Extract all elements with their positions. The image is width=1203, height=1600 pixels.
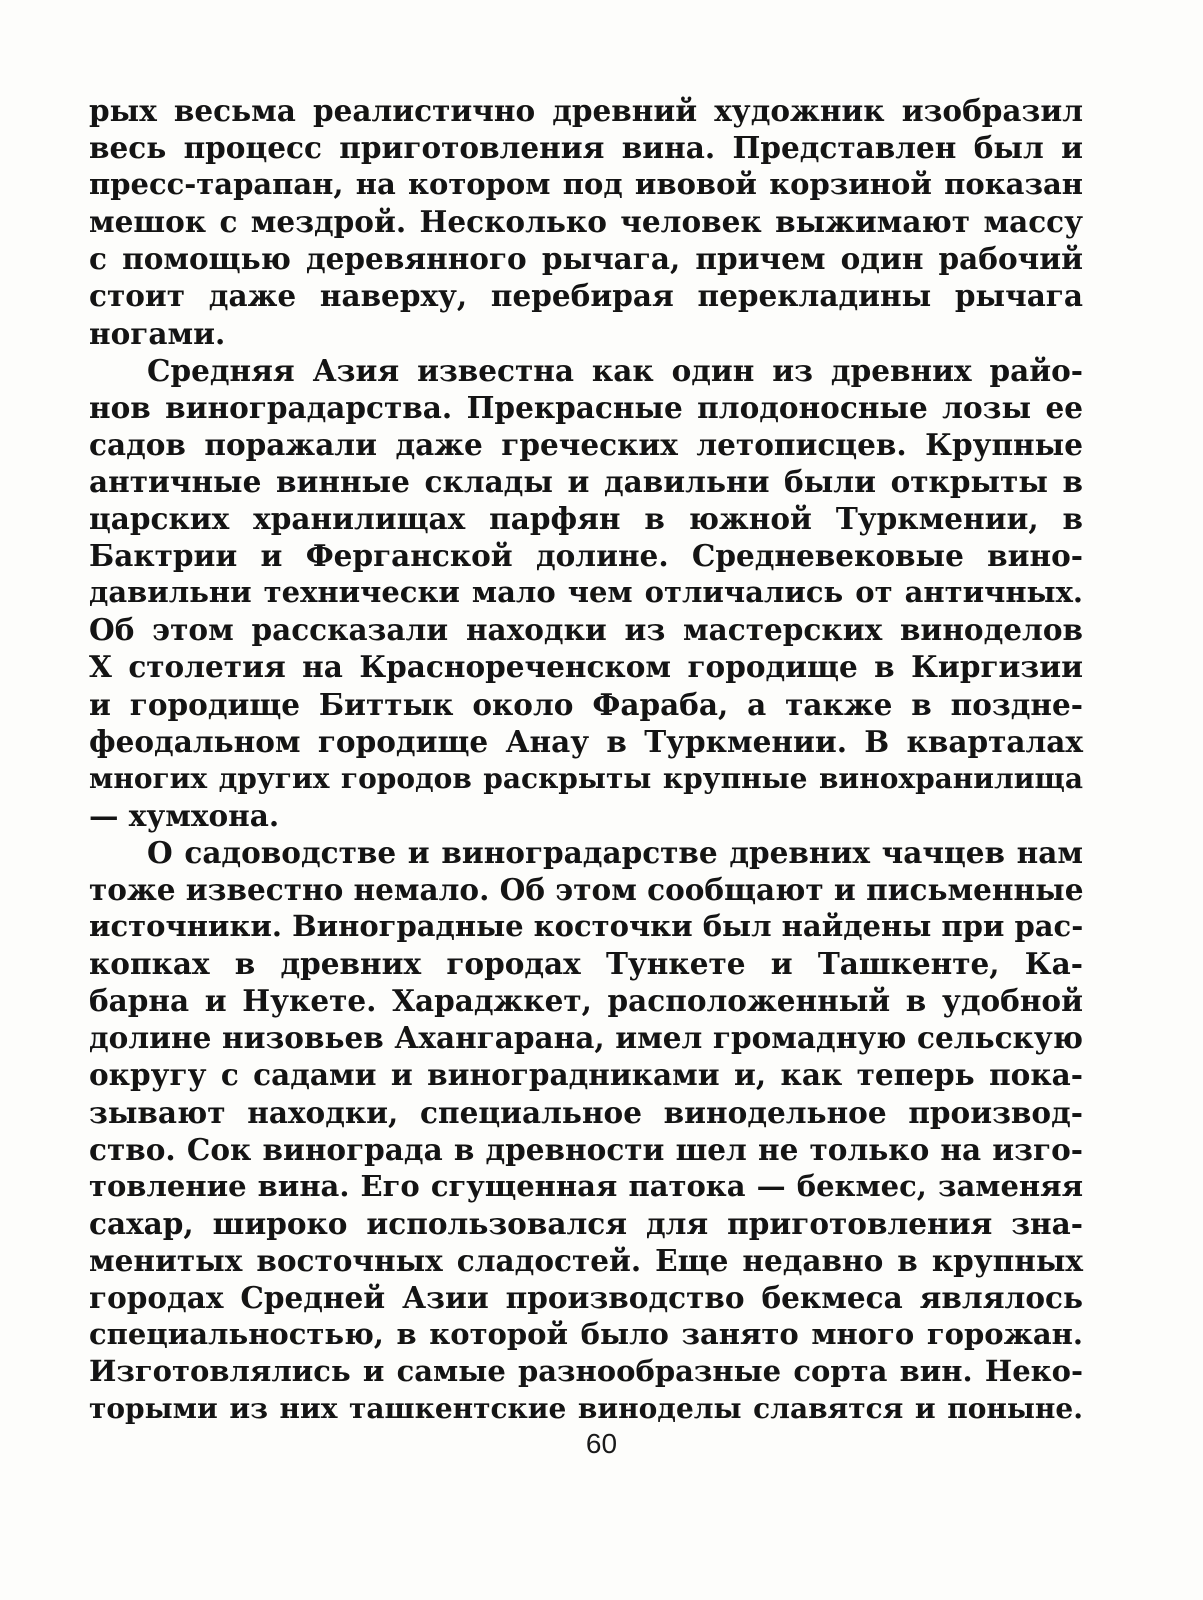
text-line: царских хранилищах парфян в южной Туркмении, в [89,501,1083,537]
text-line: многих других городов раскрыты крупные винохранилища [89,761,1083,795]
text-line: давильни технически мало чем отличались от античных. [89,575,1083,610]
text-line: Средняя Азия известна как один из древних райо- [147,352,1083,388]
text-line: стоит даже наверху, перебирая перекладины рычага [89,278,1083,314]
text-line: специальностью, в которой было занято много горожан. [89,1317,1083,1352]
text-line: торыми из них ташкентские виноделы славятся и поныне. [89,1392,1083,1426]
text-line: с помощью деревянного рычага, причем один рабочий [89,241,1083,277]
page-number: 60 [585,1428,618,1459]
paragraph-3 [89,834,1083,1428]
text-line: тоже известно немало. Об этом сообщают и письменные [89,871,1084,907]
text-line: весь процесс приготовления вина. Представлен был и [89,130,1083,166]
text-line: источники. Виноградные косточки был найдены при рас- [89,909,1084,944]
text-line: сахар, широко использовался для приготовления зна- [89,1205,1083,1241]
text-line: нов виноградарства. Прекрасные плодоносные лозы ее [89,389,1083,425]
text-line: копках в древних городах Тункете и Ташкенте, Ка- [89,946,1083,982]
text-line: менитых восточных сладостей. Еще недавно в крупных [89,1242,1083,1278]
text-line: рых весьма реалистично древний художник изобразил [89,93,1083,128]
text-line: ство. Сок винограда в древности шел не только на изго- [89,1131,1083,1167]
text-line: античные винные склады и давильни были открыты в [89,463,1083,499]
text-line: ногами. [89,315,226,351]
text-line: долине низовьев Ахангарана, имел громадную сельскую [89,1020,1083,1056]
text-line: Об этом рассказали находки из мастерских виноделов [89,612,1083,648]
text-line: феодальном городище Анау в Туркмении. В кварталах [89,723,1083,759]
text-line: садов поражали даже греческих летописцев. Крупные [89,426,1083,462]
text-line: барна и Нукете. Хараджкет, расположенный в удобной [89,983,1083,1019]
text-line: Бактрии и Ферганской долине. Средневековые вино- [89,538,1083,574]
text-line: и городище Биттык около Фараба, а также в поздне- [89,686,1083,722]
text-line: X столетия на Краснореченском городище в Киргизии [89,649,1083,685]
text-line: зывают находки, специальное винодельное производ- [89,1094,1083,1130]
text-line: мешок с мездрой. Несколько человек выжимают массу [89,204,1083,240]
text-line: — хумхона. [89,797,280,833]
body-text [89,92,1083,1427]
paragraph-2 [89,352,1083,834]
text-line: О садоводстве и виноградарстве древних чачцев нам [147,834,1083,870]
text-line: пресс-тарапан, на котором под ивовой корзиной показан [89,167,1083,202]
paragraph-1 [89,92,1083,352]
text-line: городах Средней Азии производство бекмеса являлось [89,1280,1083,1315]
text-line: товление вина. Его сгущенная патока — бекмес, заменяя [89,1168,1083,1203]
text-line: округу с садами и виноградниками и, как теперь пока- [89,1057,1083,1093]
text-line: Изготовлялись и самые разнообразные сорта вин. Неко- [89,1354,1083,1389]
